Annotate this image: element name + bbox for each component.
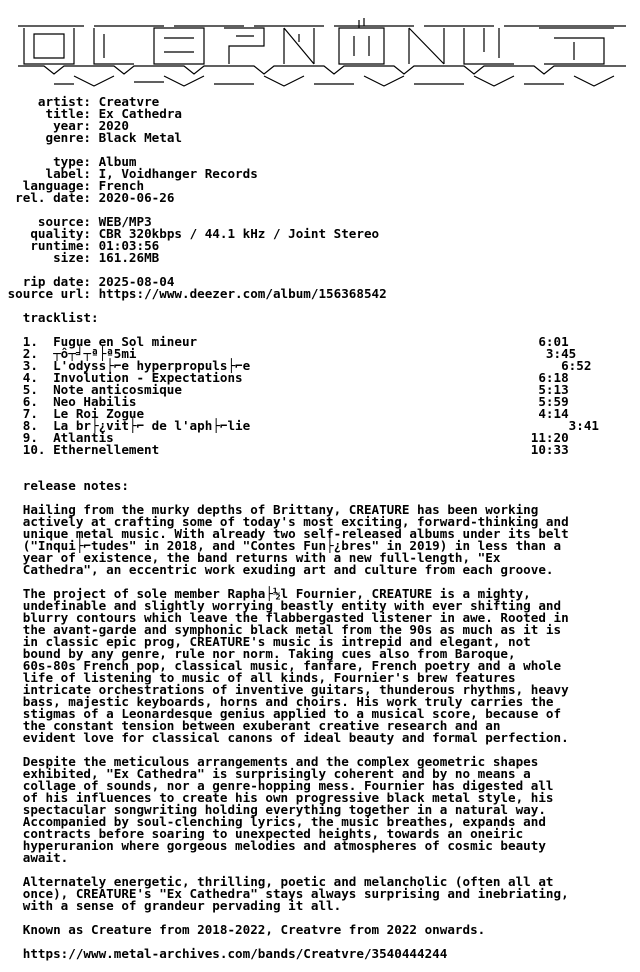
metadata-value: Black Metal	[98, 130, 182, 145]
metadata-value[interactable]: https://www.deezer.com/album/156368542	[98, 286, 387, 301]
metadata-label: title:	[0, 106, 99, 121]
track-row: 2. ┬ô┬╛┬ª├ª5mi 3:45	[0, 346, 577, 361]
metal-archives-link[interactable]: https://www.metal-archives.com/bands/Creatvre/3540444244	[0, 946, 448, 961]
metadata-value: WEB/MP3	[98, 214, 152, 229]
track-row: 8. La br├¿vit├⌐ de l'aph├⌐lie 3:41	[0, 418, 599, 433]
metadata-value: Creatvre	[98, 94, 160, 109]
notes-paragraph: Known as Creature from 2018-2022, Creatvre from 2022 onwards.	[0, 922, 486, 937]
metadata-value: French	[98, 178, 145, 193]
track-row: 7. Le Roi Zogue 4:14	[0, 406, 569, 421]
metadata-value: 161.26MB	[98, 250, 160, 265]
metadata-label: language:	[0, 178, 99, 193]
metadata-value: CBR 320kbps / 44.1 kHz / Joint Stereo	[98, 226, 380, 241]
track-row: 3. L'odyss├⌐e hyperpropuls├⌐e 6:52	[0, 358, 592, 373]
metadata-label: label:	[0, 166, 99, 181]
track-row: 1. Fugue en Sol mineur 6:01	[0, 334, 569, 349]
metadata-value: 2020	[98, 118, 129, 133]
metadata-label: runtime:	[0, 238, 99, 253]
release-notes	[0, 504, 569, 972]
metadata-value: 2025-08-04	[98, 274, 175, 289]
track-row: 9. Atlantis 11:20	[0, 430, 569, 445]
metadata-label: quality:	[0, 226, 99, 241]
metadata-block	[0, 96, 387, 300]
track-row: 5. Note anticosmique 5:13	[0, 382, 569, 397]
metadata-value: 2020-06-26	[98, 190, 175, 205]
metadata-label: source:	[0, 214, 99, 229]
metadata-label: rel. date:	[0, 190, 99, 205]
notes-paragraph: Alternately energetic, thrilling, poetic and melancholic (often all at once), CREATURE's "Ex Cathedra" stays always surprising and inebriating, with a sense of grandeur pervading it all.	[22, 874, 569, 913]
track-row: 10. Ethernellement 10:33	[0, 442, 569, 457]
metadata-row	[0, 132, 387, 144]
metadata-label: rip date:	[0, 274, 99, 289]
metadata-row	[0, 288, 387, 300]
tracklist-heading: tracklist:	[0, 310, 99, 325]
metadata-value: Album	[98, 154, 137, 169]
notes-paragraph: Hailing from the murky depths of Brittany, CREATURE has been working actively at crafting some of today's most exciting, forward-thinking and unique metal music. With already two self-released albums under its belt ("Inqui├⌐tudes" in 2018, and "Contes Fun├¿bres" in 2019) in less than a year of existence, the band returns with a new full-length, "Ex Cathedra", an eccentric work exuding art and culture from each groove.	[22, 502, 569, 577]
metadata-row	[0, 192, 387, 204]
nfo-logo-banner	[14, 12, 630, 90]
metadata-value: 01:03:56	[98, 238, 160, 253]
notes-paragraph: Despite the meticulous arrangements and the complex geometric shapes exhibited, "Ex Cathedra" is surprisingly coherent and by no means a collage of sounds, nor a genre-hopping mess. Fournier has digested all of his influences to create his own progressive black metal style, his spectacular songwriting holding everything together in a natural way. Accompanied by soul-clenching lyrics, the music breathes, expands and contracts before soaring to unexpected heights, towards an oneiric hyperuranion where gorgeous melodies and atmospheres of cosmic beauty await.	[22, 754, 554, 865]
release-notes-heading-row	[0, 480, 129, 492]
metadata-row	[0, 252, 387, 264]
metadata-label: genre:	[0, 130, 99, 145]
metadata-label: size:	[0, 250, 99, 265]
metadata-value: Ex Cathedra	[98, 106, 182, 121]
metadata-value: I, Voidhanger Records	[98, 166, 258, 181]
notes-paragraph: The project of sole member Rapha├½l Fournier, CREATURE is a mighty, undefinable and slightly worrying beastly entity with ever shifting and blurry contours which leave the flabbergasted listener in awe. Rooted in the avant-garde and symphonic black metal from the 90s as much as it is in classic epic prog, CREATURE's music is intrepid and elegant, not bound by any genre, rule nor norm. Taking cues also from Baroque, 60s-80s French pop, classical music, fanfare, French poetry and a whole life of listening to music of all kinds, Fournier's brew features intricate orchestrations of inventive guitars, thunderous rhythms, heavy bass, majestic keyboards, horns and choirs. His work truly carries the stigmas of a Leonardesque genius applied to a musical score, because of the constant tension between exuberant creative research and an evident love for classical canons of ideal beauty and formal perfection.	[22, 586, 569, 745]
tracklist-heading-row	[0, 312, 99, 324]
tracklist	[0, 336, 599, 456]
track-row: 6. Neo Habilis 5:59	[0, 394, 569, 409]
track-row: 4. Involution - Expectations 6:18	[0, 370, 569, 385]
metadata-label: type:	[0, 154, 99, 169]
metadata-label: artist:	[0, 94, 99, 109]
metadata-label: year:	[0, 118, 99, 133]
metadata-label: source url:	[0, 286, 99, 301]
release-notes-heading: release notes:	[0, 478, 129, 493]
